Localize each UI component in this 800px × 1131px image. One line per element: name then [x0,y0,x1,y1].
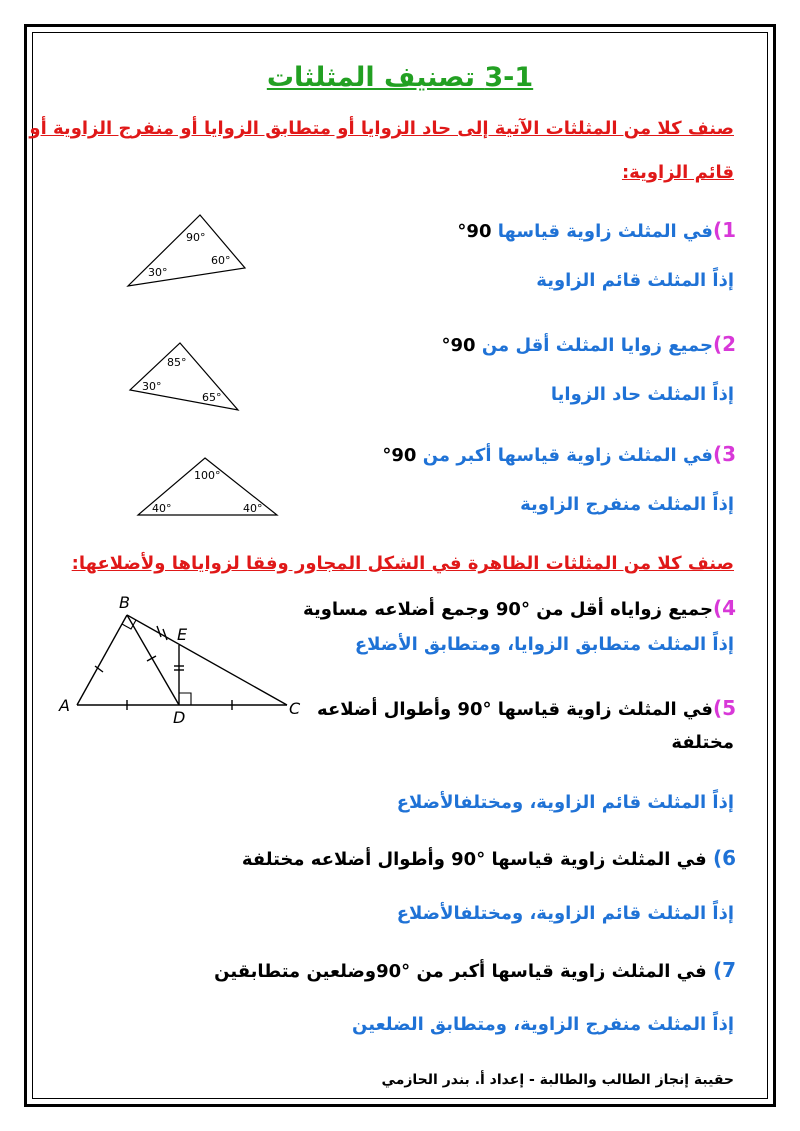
footer-credit: حقيبة إنجاز الطالب والطالبة - إعداد أ. بندر الحازمي [381,1072,734,1088]
question-text: في المثلث زاوية قياسها [491,221,713,242]
question-2 [442,332,737,356]
instruction-1-line2: قائم الزاوية: [621,162,734,183]
answer-3: إذاً المثلث منفرج الزاوية [520,494,734,515]
triangle-acute-figure [125,340,250,415]
vertex-label-e: E [177,625,188,644]
question-number: 7) [712,958,736,982]
question-value: 90° [441,335,476,356]
question-number: 3) [712,442,736,466]
answer-6: إذاً المثلث قائم الزاوية، ومختلفالأضلاع [396,903,734,924]
answer-7: إذاً المثلث منفرج الزاوية، ومتطابق الضلعين [352,1014,734,1035]
question-number: 5) [712,696,736,720]
question-text: جميع زواياه أقل من °90 وجمع أضلاعه مساوية [303,599,713,620]
vertex-label-c: C [289,699,301,718]
vertex-label-a: A [59,696,70,715]
vertex-label-b: B [119,593,130,612]
question-number: 6) [712,846,736,870]
question-text: جميع زوايا المثلث أقل من [475,335,713,356]
question-text: في المثلث زاوية قياسها °90 وأطوال أضلاعه [317,699,713,720]
answer-4: إذاً المثلث متطابق الزوايا، ومتطابق الأضلاع [354,634,734,655]
angle-label: 100° [194,469,221,482]
question-value: 90° [457,221,492,242]
angle-label: 40° [152,502,172,515]
instruction-2: صنف كلا من المثلثات الظاهرة في الشكل المجاور وفقا لزواياها ولأضلاعها: [71,553,734,574]
angle-label: 60° [211,254,231,267]
question-5 [317,696,736,720]
question-1 [457,218,736,242]
page-title: 3-1 تصنيف المثلثات [266,62,534,93]
question-number: 1) [712,218,736,242]
angle-label: 40° [243,502,263,515]
vertex-label-d: D [173,708,186,725]
question-number: 4) [712,596,736,620]
answer-2: إذاً المثلث حاد الزوايا [550,384,734,405]
question-5-line2: مختلفة [671,732,734,753]
question-text: في المثلث زاوية قياسها أكبر من °90وضلعين متطابقين [214,961,713,982]
angle-label: 65° [202,391,222,404]
question-text: في المثلث زاوية قياسها °90 وأطوال أضلاعه مختلفة [241,849,713,870]
angle-label: 90° [186,231,206,244]
question-number: 2) [712,332,736,356]
angle-label: 30° [148,266,168,279]
question-3 [382,442,736,466]
question-value: 90° [382,445,417,466]
question-7 [214,958,736,982]
question-6 [242,846,736,870]
question-text: في المثلث زاوية قياسها أكبر من [416,445,713,466]
geometry-figure-abc [55,590,310,725]
answer-5: إذاً المثلث قائم الزاوية، ومختلفالأضلاع [396,792,734,813]
triangle-right-figure [120,210,260,290]
answer-1: إذاً المثلث قائم الزاوية [536,270,734,291]
question-4 [303,596,736,620]
angle-label: 30° [142,380,162,393]
angle-label: 85° [167,356,187,369]
triangle-obtuse-figure [135,455,285,520]
instruction-1-line1: صنف كلا من المثلثات الآتية إلى حاد الزوايا أو متطابق الزوايا أو منفرج الزاوية أو [29,118,734,139]
